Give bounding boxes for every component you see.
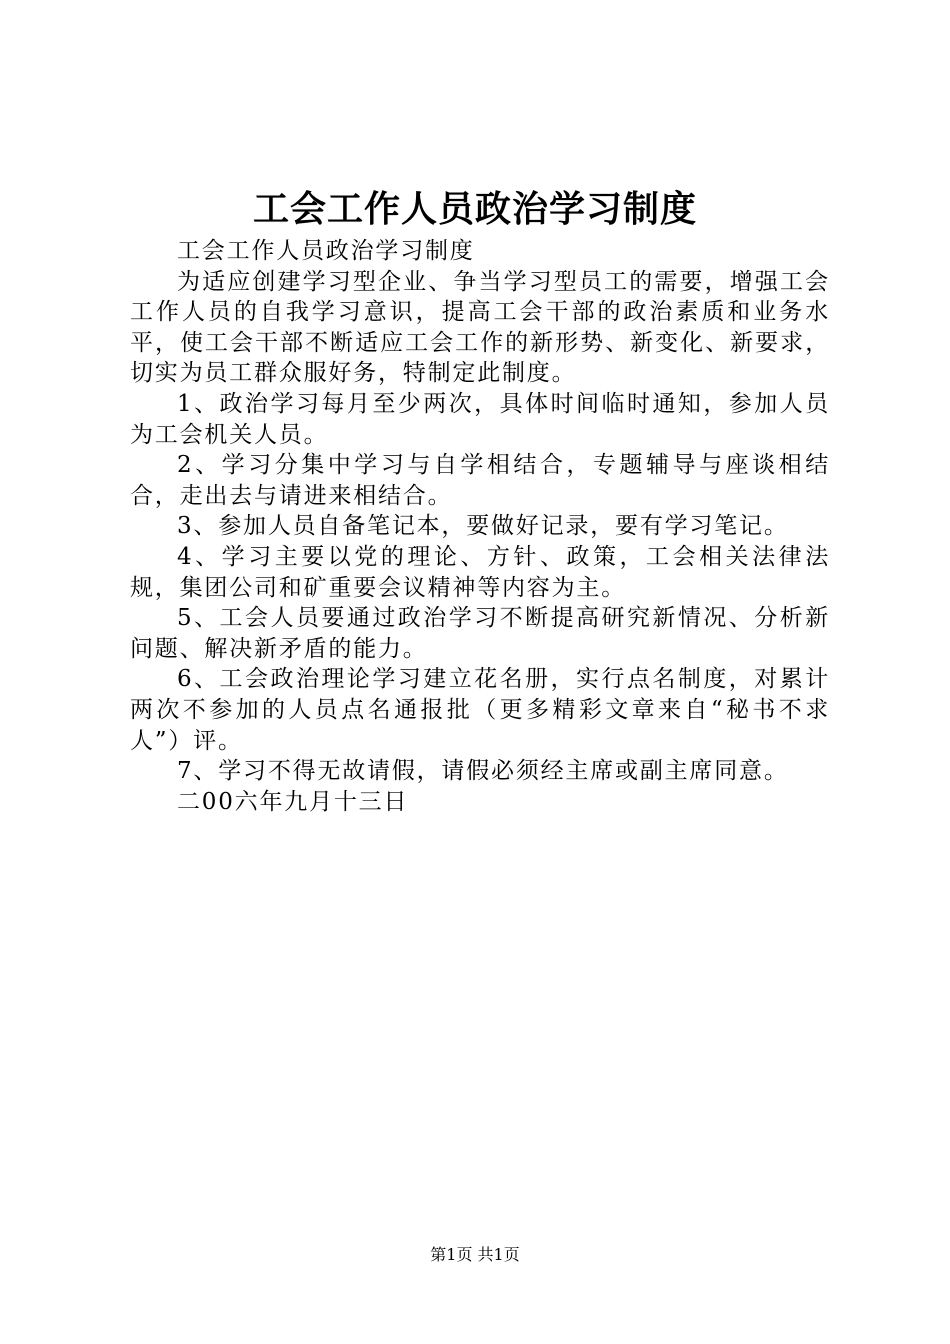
paragraph-item-3: 3、参加人员自备笔记本，要做好记录，要有学习笔记。 — [177, 513, 789, 540]
paragraph-item-6: 6、工会政治理论学习建立花名册，实行点名制度，对累计两次不参加的人员点名通报批（更多精彩文章来自“秘书不求人”）评。 — [130, 666, 830, 754]
paragraph-item-7: 7、学习不得无故请假，请假必须经主席或副主席同意。 — [177, 758, 789, 785]
page-title: 工会工作人员政治学习制度 — [252, 188, 697, 230]
paragraph-intro: 为适应创建学习型企业、争当学习型员工的需要，增强工会工作人员的自我学习意识，提高工会干部的政治素质和业务水平，使工会干部不断适应工会工作的新形势、新变化、新要求，切实为员工群众服好务，特制定此制度。 — [130, 268, 830, 387]
paragraph-item-2: 2、学习分集中学习与自学相结合，专题辅导与座谈相结合，走出去与请进来相结合。 — [130, 452, 830, 509]
paragraph-date: 二00六年九月十三日 — [177, 788, 409, 815]
paragraph-item-4: 4、学习主要以党的理论、方针、政策，工会相关法律法规，集团公司和矿重要会议精神等内容为主。 — [130, 543, 830, 601]
paragraph-subtitle: 工会工作人员政治学习制度 — [177, 238, 475, 264]
paragraph-item-5: 5、工会人员要通过政治学习不断提高研究新情况、分析新问题、解决新矛盾的能力。 — [130, 605, 830, 662]
document-body — [130, 236, 830, 817]
page-footer: 第1页 共1页 — [430, 1245, 520, 1264]
paragraph-item-1: 1、政治学习每月至少两次，具体时间临时通知，参加人员为工会机关人员。 — [130, 390, 830, 448]
